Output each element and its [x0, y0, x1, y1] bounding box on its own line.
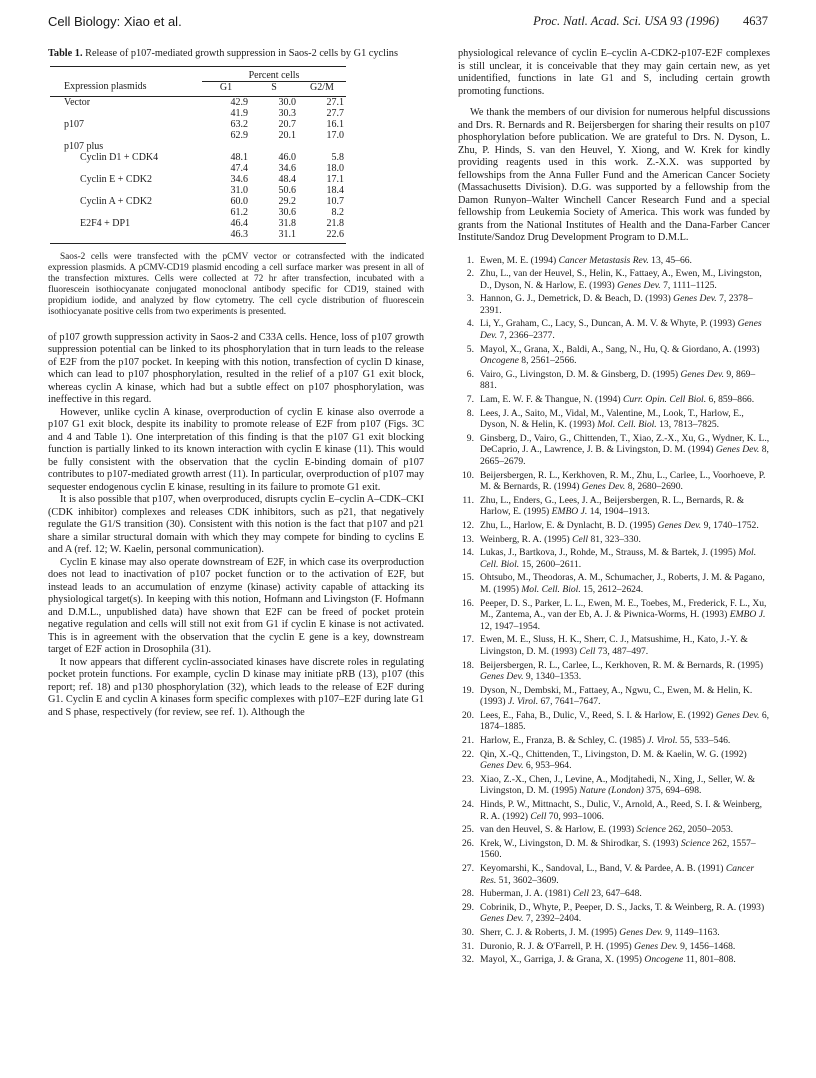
- reference-journal: Cell: [579, 645, 596, 657]
- reference-number: 24.: [462, 799, 474, 811]
- reference-citation: 9, 869–881.: [480, 368, 756, 392]
- reference-item: [458, 799, 770, 822]
- reference-journal: Genes Dev.: [715, 444, 760, 456]
- table-cell: 50.6: [278, 184, 296, 196]
- reference-item: [458, 344, 770, 367]
- table-cell: 20.1: [278, 129, 296, 141]
- group-header: Percent cells: [202, 66, 346, 81]
- reference-authors: Hinds, P. W., Mittnacht, S., Dulic, V., Arnold, A., Reed, S. I. & Weinberg, R. A. (1992): [480, 799, 763, 822]
- table-row: [50, 229, 346, 244]
- reference-citation: 375, 694–698.: [646, 785, 702, 797]
- reference-citation: 81, 323–330.: [590, 533, 641, 545]
- table-cell: 63.2: [230, 118, 248, 130]
- table-footnote: Saos-2 cells were transfected with the pCMV vector or cotransfected with the indicated expression plasmids. A pCMV-CD19 plasmid encoding a cell surface marker was present in all of the transfection mixtures. Cells were collected at 72 hr after transfection, incubated with a fluorescein isothiocyanate conjugated monoclonal antibody specific for CD19, stained with propidium iodide, and analyzed by flow cytometry. The cell cycle distribution of fluorescein isothiocyanate positive cells from two experiments is presented.: [48, 251, 424, 317]
- reference-item: [458, 838, 770, 861]
- table-cell: 47.4: [230, 162, 248, 174]
- row-label: Cyclin D1 + CDK4: [80, 151, 159, 163]
- reference-journal: Genes Dev.: [673, 293, 717, 305]
- reference-citation: 8, 2680–2690.: [627, 481, 683, 493]
- reference-item: [458, 710, 770, 733]
- reference-number: 32.: [462, 954, 474, 966]
- reference-authors: Cobrinik, D., Whyte, P., Peeper, D. S., Jacks, T. & Weinberg, R. A. (1993): [480, 901, 765, 913]
- reference-citation: 7, 2366–2377.: [499, 330, 555, 342]
- reference-number: 28.: [462, 888, 474, 900]
- reference-authors: Ewen, M. E. (1994): [480, 254, 557, 266]
- acknowledgment: We thank the members of our division for numerous helpful discussions and Drs. R. Bernards and R. Beijersbergen for sharing their results on p107 phosphorylation before publication. We are grateful to Drs. N. Dyson, L. Zhu, P. Hinds, S. van den Heuvel, Y. Xiong, and W. Krek for kindly providing reagents used in this work. Z.-X.X. was supported by fellowships from the Anna Fuller Fund and the American Cancer Society (Massachusetts Division). D.G. was supported by a fellowship from the Damon Runyon–Walter Winchell Cancer Research Fund and a special fellowship from Leukemia Society of America. This work was funded by grants from the National Institutes of Health and the Dana-Farber Cancer Institute/Sandoz Drug Development Program to D.M.L.: [458, 107, 770, 243]
- reference-item: [458, 927, 770, 939]
- reference-item: [458, 941, 770, 953]
- reference-authors: Vairo, G., Livingston, D. M. & Ginsberg, D. (1995): [480, 368, 679, 380]
- reference-citation: 6, 953–964.: [525, 760, 572, 772]
- reference-authors: van den Heuvel, S. & Harlow, E. (1993): [480, 824, 635, 836]
- reference-item: [458, 598, 770, 633]
- left-body-text: [48, 332, 424, 720]
- reference-citation: 8, 2561–2566.: [521, 355, 577, 367]
- row-label: [50, 185, 202, 196]
- reference-item: [458, 685, 770, 708]
- body-paragraph: However, unlike cyclin A kinase, overproduction of cyclin E kinase also overrode a p107 G1 exit block, despite its inability to promote release of E2F from p107 (Figs. 3C and 4 and Table 1). One interpretation of this finding is that the p107 G1 exit blocking function is partially linked to its known interaction with cyclin E kinase (11). This would be fully consistent with the observation that the cyclin E-binding domain of p107 contributes to p107-mediated growth arrest (11). In particular, overproduction of p107 may sequester endogenous cyclin E kinase, resulting in its failure to promote G1 exit.: [48, 406, 424, 493]
- reference-journal: EMBO J.: [729, 609, 766, 621]
- reference-number: 30.: [462, 926, 474, 938]
- table-cell: 20.7: [278, 118, 296, 130]
- reference-journal: Genes Dev.: [715, 709, 760, 721]
- reference-item: [458, 888, 770, 900]
- reference-number: 5.: [466, 343, 474, 355]
- body-paragraph: of p107 growth suppression activity in Saos-2 and C33A cells. Hence, loss of p107 growth suppression potential can be linked to its phosphorylation that in turn leads to the release of E2F from the p107 pocket. In keeping with this notion, transfection of cyclin D kinase, which can lead to p107 phosphorylation, resulted in the relief of a p107 G1 exit block, whereas cyclin A kinase, which had but a subtle effect on p107 phosphorylation, was ineffective in this regard.: [48, 331, 424, 405]
- reference-authors: Hannon, G. J., Demetrick, D. & Beach, D. (1993): [480, 293, 671, 305]
- table-cell: 48.4: [278, 173, 296, 185]
- row-label: Cyclin A + CDK2: [80, 195, 153, 207]
- reference-citation: 23, 647–648.: [591, 888, 642, 900]
- journal-name: Proc. Natl. Acad. Sci. USA 93 (1996): [533, 14, 719, 28]
- row-label: [50, 207, 202, 218]
- reference-citation: 9, 1456–1468.: [680, 940, 736, 952]
- reference-number: 12.: [462, 519, 474, 531]
- reference-journal: Genes Dev.: [657, 519, 702, 531]
- col-header-g1: G1: [202, 81, 250, 96]
- reference-journal: Genes Dev.: [619, 926, 663, 938]
- reference-citation: 7, 2378–2391.: [480, 293, 753, 316]
- reference-item: [458, 520, 770, 532]
- reference-journal: Genes Dev.: [634, 940, 678, 952]
- table-cell: 61.2: [230, 206, 248, 218]
- table-cell: 31.1: [250, 229, 298, 244]
- reference-authors: Lam, E. W. F. & Thangue, N. (1994): [480, 394, 621, 406]
- reference-item: [458, 863, 770, 886]
- reference-authors: Ewen, M. E., Sluss, H. K., Sherr, C. J., Matsushime, H., Kato, J.-Y. & Livingston, D. M. (1993): [480, 634, 748, 657]
- reference-number: 31.: [462, 940, 474, 952]
- reference-number: 22.: [462, 748, 474, 760]
- table-cell: 30.6: [278, 206, 296, 218]
- reference-journal: Genes Dev.: [480, 671, 524, 683]
- reference-citation: 15, 2600–2611.: [521, 558, 582, 570]
- reference-item: [458, 470, 770, 493]
- reference-citation: 13, 45–66.: [651, 254, 692, 266]
- reference-item: [458, 534, 770, 546]
- table-title: Release of p107-mediated growth suppression in Saos-2 cells by G1 cyclins: [85, 48, 398, 59]
- reference-number: 21.: [462, 735, 474, 747]
- page-number: 4637: [743, 14, 768, 28]
- table-cell: 21.8: [326, 217, 344, 229]
- table-cell: 18.0: [326, 162, 344, 174]
- reference-citation: 262, 2050–2053.: [668, 824, 734, 836]
- reference-journal: Cancer Metastasis Rev.: [558, 254, 649, 266]
- table-cell: 34.6: [230, 173, 248, 185]
- col-header-s: S: [250, 81, 298, 96]
- table-cell: 30.3: [278, 107, 296, 119]
- reference-journal: J. Virol.: [647, 735, 678, 747]
- body-paragraph: Cyclin E kinase may also operate downstream of E2F, in which case its overproduction does not lead to inactivation of p107 pocket function or to the activation of E2F, but instead leads to an accumulation of enzyme (kinase) activity capable of attacking its physiological target(s). In keeping with this notion, Hofmann and Livingston (F. Hofmann and D.M.L., unpublished data) have shown that E2F can be freed of pocket protein negative regulation and cells will still not exit from G1 if cyclin E kinase is not activated. This is in agreement with the observation that the cyclin E gene is a key, downstream target of E2F action in Drosophila (31).: [48, 556, 424, 655]
- body-paragraph: It now appears that different cyclin-associated kinases have discrete roles in regulating pocket protein functions. For example, cyclin D kinase may initiate pRB (13), p107 (this report; ref. 18) and p130 phosphorylation (32), which leads to the release of E2F during G1. Cyclin E and cyclin A kinases form specific complexes with p107–E2F during late G1 and S phase, respectively (for review, see ref. 1). Although the: [48, 656, 424, 718]
- reference-journal: Mol. Cell. Biol.: [521, 583, 581, 595]
- reference-number: 16.: [462, 597, 474, 609]
- table-cell: 30.0: [278, 96, 296, 108]
- reference-journal: Genes Dev.: [480, 318, 762, 342]
- reference-authors: Krek, W., Livingston, D. M. & Shirodkar, S. (1993): [480, 837, 679, 849]
- table-row: [50, 96, 346, 108]
- reference-authors: Mayol, X., Grana, X., Baldi, A., Sang, N., Hu, Q. & Giordano, A. (1993): [480, 343, 760, 355]
- reference-citation: 7, 1111–1125.: [663, 279, 717, 291]
- row-label: [50, 108, 202, 119]
- reference-item: [458, 394, 770, 406]
- table-row: [50, 119, 346, 130]
- reference-authors: Sherr, C. J. & Roberts, J. M. (1995): [480, 926, 617, 938]
- reference-journal: Cell: [530, 810, 547, 822]
- reference-citation: 9, 1340–1353.: [525, 671, 582, 683]
- reference-citation: 6, 1874–1885.: [480, 709, 770, 733]
- reference-number: 17.: [462, 634, 474, 646]
- table-cell: 46.4: [230, 217, 248, 229]
- reference-item: [458, 634, 770, 657]
- table-cell: 41.9: [230, 107, 248, 119]
- reference-journal: Science: [680, 837, 711, 849]
- reference-authors: Ohtsubo, M., Theodoras, A. M., Schumacher, J., Roberts, J. M. & Pagano, M. (1995): [480, 572, 765, 595]
- reference-authors: Lees, J. A., Saito, M., Vidal, M., Valentine, M., Look, T., Harlow, E., Dyson, N. & Helin, K. (1993): [480, 407, 744, 431]
- reference-citation: 55, 533–546.: [679, 735, 731, 747]
- table-cell: 27.1: [326, 96, 344, 108]
- table-row: [50, 207, 346, 218]
- reference-citation: 13, 7813–7825.: [659, 419, 720, 431]
- reference-number: 13.: [462, 533, 474, 545]
- reference-number: 29.: [462, 901, 474, 913]
- reference-authors: Zhu, L., van der Heuvel, S., Helin, K., Fattaey, A., Ewen, M., Livingston, D., Dyson, N. & Harlow, E. (1993): [480, 268, 762, 291]
- table-cell: [202, 141, 250, 152]
- reference-citation: 6, 859–866.: [708, 394, 755, 406]
- reference-number: 20.: [462, 709, 474, 721]
- reference-number: 27.: [462, 863, 474, 874]
- reference-journal: Genes Dev.: [680, 368, 725, 380]
- reference-number: 9.: [466, 432, 474, 444]
- table-label: Table 1.: [48, 48, 83, 59]
- reference-citation: 7, 2392–2404.: [525, 913, 582, 925]
- reference-item: [458, 318, 770, 341]
- reference-journal: J. Virol.: [507, 696, 539, 708]
- reference-journal: Oncogene: [644, 954, 684, 966]
- reference-citation: 262, 1557–1560.: [480, 837, 756, 861]
- row-label: E2F4 + DP1: [80, 217, 131, 229]
- row-label: p107: [64, 118, 84, 130]
- table-row: [50, 163, 346, 174]
- reference-item: [458, 660, 770, 683]
- col-header-label: Expression plasmids: [50, 81, 202, 96]
- table-cell: 29.2: [278, 195, 296, 207]
- reference-journal: Science: [636, 824, 666, 836]
- left-column: [48, 48, 424, 719]
- reference-authors: Ginsberg, D., Vairo, G., Chittenden, T., Xiao, Z.-X., Xu, G., Wydner, K. L., DeCaprio, J. A., Lawrence, J. B. & Livingston, D. M. (1994): [480, 432, 770, 456]
- body-continuation: physiological relevance of cyclin E–cyclin A-CDK2-p107-E2F complexes is still unclear, it is conceivable that they may gain certain new, as yet unidentified, functions in late G1 and S, including certain growth promoting functions.: [458, 48, 770, 97]
- reference-citation: 67, 7641–7647.: [540, 696, 601, 708]
- reference-journal: Cancer Res.: [480, 863, 755, 886]
- reference-number: 19.: [462, 684, 474, 696]
- table-row: [50, 152, 346, 163]
- reference-item: [458, 255, 770, 267]
- reference-authors: Lukas, J., Bartkova, J., Rohde, M., Strauss, M. & Bartek, J. (1995): [480, 547, 736, 559]
- reference-authors: Xiao, Z.-X., Chen, J., Levine, A., Modjtahedi, N., Xing, J., Seller, W. & Livingston, D. M. (1995): [480, 773, 756, 797]
- reference-journal: Mol. Cell. Biol.: [480, 547, 757, 570]
- reference-authors: Mayol, X., Garriga, J. & Grana, X. (1995): [480, 954, 642, 966]
- reference-item: [458, 774, 770, 797]
- reference-citation: 73, 487–497.: [597, 645, 649, 657]
- table-row: [50, 185, 346, 196]
- reference-number: 4.: [466, 318, 474, 330]
- table-cell: 60.0: [230, 195, 248, 207]
- reference-list: [458, 255, 770, 966]
- table-cell: [250, 141, 298, 152]
- reference-journal: Oncogene: [480, 355, 519, 367]
- table-caption: [48, 48, 424, 61]
- reference-authors: Weinberg, R. A. (1995): [480, 533, 570, 545]
- reference-number: 6.: [466, 368, 474, 380]
- reference-journal: Genes Dev.: [480, 913, 524, 925]
- table-cell: 10.7: [326, 195, 344, 207]
- reference-item: [458, 408, 770, 431]
- reference-item: [458, 293, 770, 316]
- reference-journal: Genes Dev.: [581, 481, 626, 493]
- journal-citation: [533, 14, 768, 29]
- table-cell: 8.2: [331, 206, 344, 218]
- reference-item: [458, 954, 770, 966]
- reference-authors: Qin, X.-Q., Chittenden, T., Livingston, D. M. & Kaelin, W. G. (1992): [480, 748, 747, 760]
- reference-item: [458, 433, 770, 468]
- reference-journal: Mol. Cell. Biol.: [597, 419, 657, 431]
- running-header: [48, 14, 768, 34]
- table-cell: 42.9: [230, 96, 248, 108]
- reference-authors: Beijersbergen, R. L., Carlee, L., Kerkhoven, R. M. & Bernards, R. (1995): [480, 659, 764, 671]
- reference-number: 26.: [462, 837, 474, 849]
- table-cell: 34.6: [278, 162, 296, 174]
- reference-authors: Zhu, L., Harlow, E. & Dynlacht, B. D. (1995): [480, 519, 656, 531]
- reference-item: [458, 547, 770, 570]
- reference-authors: Harlow, E., Franza, B. & Schley, C. (1985): [480, 735, 646, 747]
- table-group-header-row: [50, 66, 346, 81]
- col-header-g2m: G2/M: [298, 81, 346, 96]
- table-row: [50, 218, 346, 229]
- reference-citation: 51, 3602–3609.: [498, 874, 559, 886]
- reference-journal: Cell: [573, 888, 589, 900]
- row-label: [50, 229, 202, 244]
- reference-number: 25.: [462, 824, 474, 836]
- section-author-label: Cell Biology: Xiao et al.: [48, 14, 182, 29]
- reference-journal: EMBO J.: [551, 506, 588, 518]
- table-cell: 5.8: [331, 151, 344, 163]
- reference-number: 23.: [462, 773, 474, 785]
- reference-citation: 15, 2612–2624.: [583, 583, 644, 595]
- reference-item: [458, 369, 770, 392]
- table-cell: 46.0: [278, 151, 296, 163]
- table-cell: 17.0: [326, 129, 344, 141]
- table-row: [50, 108, 346, 119]
- table-cell: 48.1: [230, 151, 248, 163]
- reference-authors: Beijersbergen, R. L., Kerkhoven, R. M., Zhu, L., Carlee, L., Voorhoeve, P. M. & Bernards, R. (1994): [480, 469, 766, 493]
- reference-citation: 12, 1947–1954.: [480, 620, 540, 632]
- reference-item: [458, 572, 770, 595]
- reference-journal: Cell: [572, 533, 589, 545]
- reference-item: [458, 268, 770, 291]
- reference-authors: Huberman, J. A. (1981): [480, 888, 571, 900]
- reference-citation: 11, 801–808.: [685, 954, 736, 966]
- reference-item: [458, 824, 770, 836]
- reference-authors: Lees, E., Faha, B., Dulic, V., Reed, S. I. & Harlow, E. (1992): [480, 709, 714, 721]
- row-label: [50, 163, 202, 174]
- reference-authors: Li, Y., Graham, C., Lacy, S., Duncan, A. M. V. & Whyte, P. (1993): [480, 318, 736, 330]
- table-cell: 46.3: [202, 229, 250, 244]
- reference-item: [458, 735, 770, 747]
- table-row: [50, 174, 346, 185]
- reference-authors: Peeper, D. S., Parker, L. L., Ewen, M. E., Toebes, M., Frederick, F. L., Xu, M., Zantema, A., van der Eb, A. J. & Piwnica-Worms, H. (1993): [480, 597, 767, 621]
- table-cell: 22.6: [298, 229, 346, 244]
- table-cell: [298, 141, 346, 152]
- reference-journal: Curr. Opin. Cell Biol.: [622, 394, 707, 406]
- reference-authors: Zhu, L., Enders, G., Lees, J. A., Beijersbergen, R. L., Bernards, R. & Harlow, E. (1995): [480, 494, 745, 518]
- data-table: [50, 66, 346, 244]
- table-cell: 16.1: [326, 118, 344, 130]
- reference-number: 1.: [466, 254, 474, 266]
- reference-number: 10.: [462, 469, 474, 481]
- reference-number: 15.: [462, 572, 474, 584]
- reference-citation: 8, 2665–2679.: [480, 444, 769, 467]
- reference-number: 8.: [466, 407, 474, 419]
- table-cell: 31.0: [230, 184, 248, 196]
- table-row: [50, 141, 346, 152]
- reference-item: [458, 495, 770, 518]
- reference-journal: Nature (London): [579, 785, 644, 797]
- table-cell: 18.4: [326, 184, 344, 196]
- reference-number: 11.: [462, 494, 474, 506]
- row-label: p107 plus: [64, 140, 104, 152]
- reference-item: [458, 749, 770, 772]
- reference-journal: Genes Dev.: [480, 760, 524, 772]
- reference-number: 18.: [462, 659, 474, 671]
- row-label: Cyclin E + CDK2: [80, 173, 153, 185]
- reference-authors: Keyomarshi, K., Sandoval, L., Band, V. & Pardee, A. B. (1991): [480, 863, 724, 874]
- table-cell: 27.7: [326, 107, 344, 119]
- reference-citation: 70, 993–1006.: [548, 810, 604, 822]
- row-label: [50, 130, 202, 141]
- reference-authors: Duronio, R. J. & O'Farrell, P. H. (1995): [480, 940, 632, 952]
- table-row: [50, 196, 346, 207]
- table-cell: 17.1: [326, 173, 344, 185]
- reference-number: 3.: [466, 293, 474, 305]
- body-paragraph: It is also possible that p107, when overproduced, disrupts cyclin E–cyclin A–CDK–CKI (CDK inhibitor) complexes and releases CDK inhibitors, such as p21, that negatively regulate the G1/S transition (30). Consistent with this notion is the fact that p107 and p21 share a similar structural domain with which they may compete for binding to cyclins E and A (ref. 12; W. Kaelin, personal communication).: [48, 494, 424, 555]
- reference-citation: 14, 1904–1913.: [589, 506, 650, 518]
- reference-number: 7.: [466, 394, 474, 406]
- reference-journal: Genes Dev.: [617, 279, 661, 291]
- table-cell: 31.8: [278, 217, 296, 229]
- table-row: [50, 130, 346, 141]
- reference-authors: Dyson, N., Dembski, M., Fattaey, A., Ngwu, C., Ewen, M. & Helin, K. (1993): [480, 684, 753, 708]
- table-header-row: [50, 81, 346, 96]
- reference-number: 2.: [466, 268, 474, 280]
- reference-item: [458, 902, 770, 925]
- reference-number: 14.: [462, 547, 474, 559]
- reference-citation: 9, 1149–1163.: [665, 926, 720, 938]
- row-label: Vector: [64, 96, 91, 108]
- reference-citation: 9, 1740–1752.: [703, 519, 759, 531]
- table-cell: 62.9: [230, 129, 248, 141]
- right-column: [458, 48, 770, 968]
